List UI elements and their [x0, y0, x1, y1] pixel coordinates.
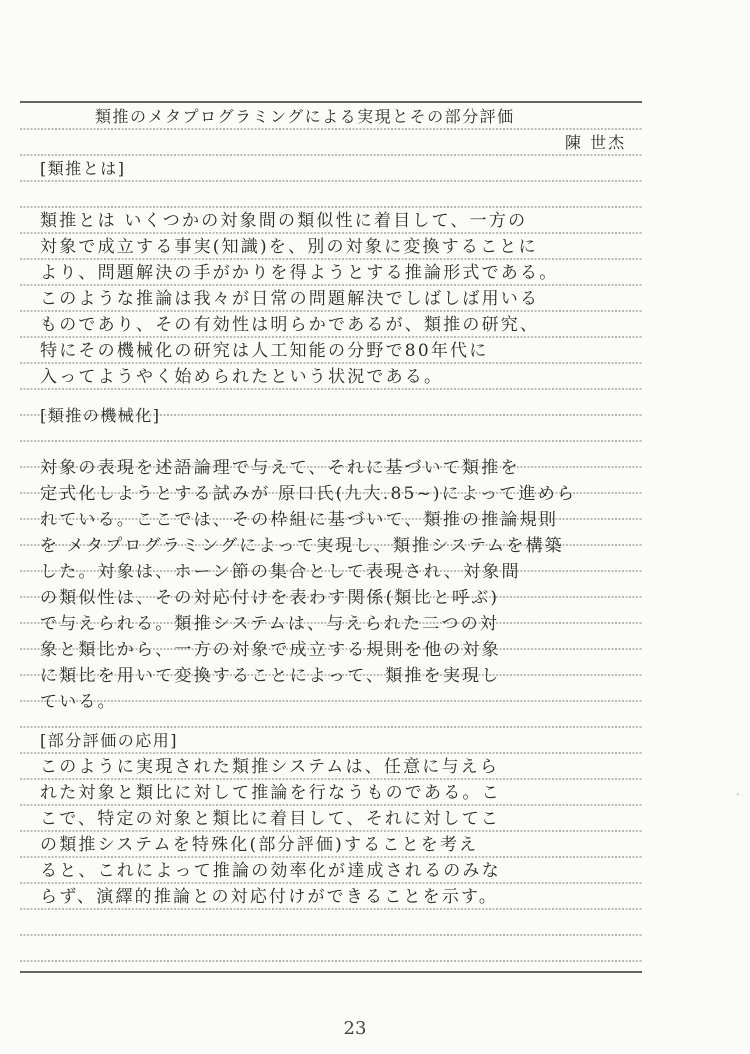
document-author: 陳 世杰: [565, 133, 627, 152]
section-heading-partial-evaluation: [部分評価の応用]: [40, 731, 178, 750]
document-title: 類推のメタプログラミングによる実現とその部分評価: [95, 107, 515, 126]
section-2-line: れている。ここでは、その枠組に基づいて、類推の推論規則: [40, 510, 559, 530]
section-1-line: 対象で成立する事実(知識)を、別の対象に変換することに: [40, 237, 538, 257]
section-1-line: より、問題解決の手がかりを得ようとする推論形式である。: [40, 263, 559, 283]
section-3-line: こで、特定の対象と類比に着目して、それに対してこ: [40, 809, 501, 829]
section-2-line: を メタプログラミングによって実現し、類推システムを構築: [40, 536, 564, 556]
section-3-line: らず、演繹的推論との対応付けができることを示す。: [40, 887, 499, 907]
section-2-line: に類比を用いて変換することによって、類推を実現し: [40, 666, 501, 686]
section-2-line: 定式化しようとする試みが 原口氏(九大.85~)によって進めら: [40, 484, 577, 504]
section-1-line: 入ってようやく始められたという状況である。: [40, 367, 444, 387]
margin-mark: ·: [736, 788, 740, 801]
section-2-line: の類似性は、その対応付けを表わす関係(類比と呼ぶ): [40, 588, 500, 608]
section-3-line: の類推システムを特殊化(部分評価)することを考え: [40, 835, 479, 855]
section-3-line: ると、これによって推論の効率化が達成されるのみな: [40, 861, 501, 881]
section-1-line: 類推とは いくつかの対象間の類似性に着目して、一方の: [40, 211, 528, 231]
section-2-line: 対象の表現を述語論理で与えて、それに基づいて類推を: [40, 458, 520, 478]
section-2-line: した。対象は、ホーン節の集合として表現され、対象間: [40, 562, 521, 582]
section-heading-mechanization: [類推の機械化]: [40, 406, 161, 425]
section-2-line: で与えられる。類推システムは、与えられた二つの対: [40, 614, 500, 634]
section-3-line: このように実現された類推システムは、任意に与えら: [40, 757, 500, 777]
section-1-line: 特にその機械化の研究は人工知能の分野で80年代に: [40, 341, 489, 361]
section-2-line: 象と類比から、一方の対象で成立する規則を他の対象: [40, 640, 501, 660]
section-1-line: このような推論は我々が日常の問題解決でしばしば用いる: [40, 289, 540, 309]
section-1-line: ものであり、その有効性は明らかであるが、類推の研究、: [40, 315, 540, 335]
section-2-line: ている。: [40, 692, 117, 712]
section-3-line: れた対象と類比に対して推論を行なうものである。こ: [40, 783, 501, 803]
page-number: 23: [343, 1018, 367, 1039]
section-heading-analogy: [類推とは]: [40, 159, 126, 178]
